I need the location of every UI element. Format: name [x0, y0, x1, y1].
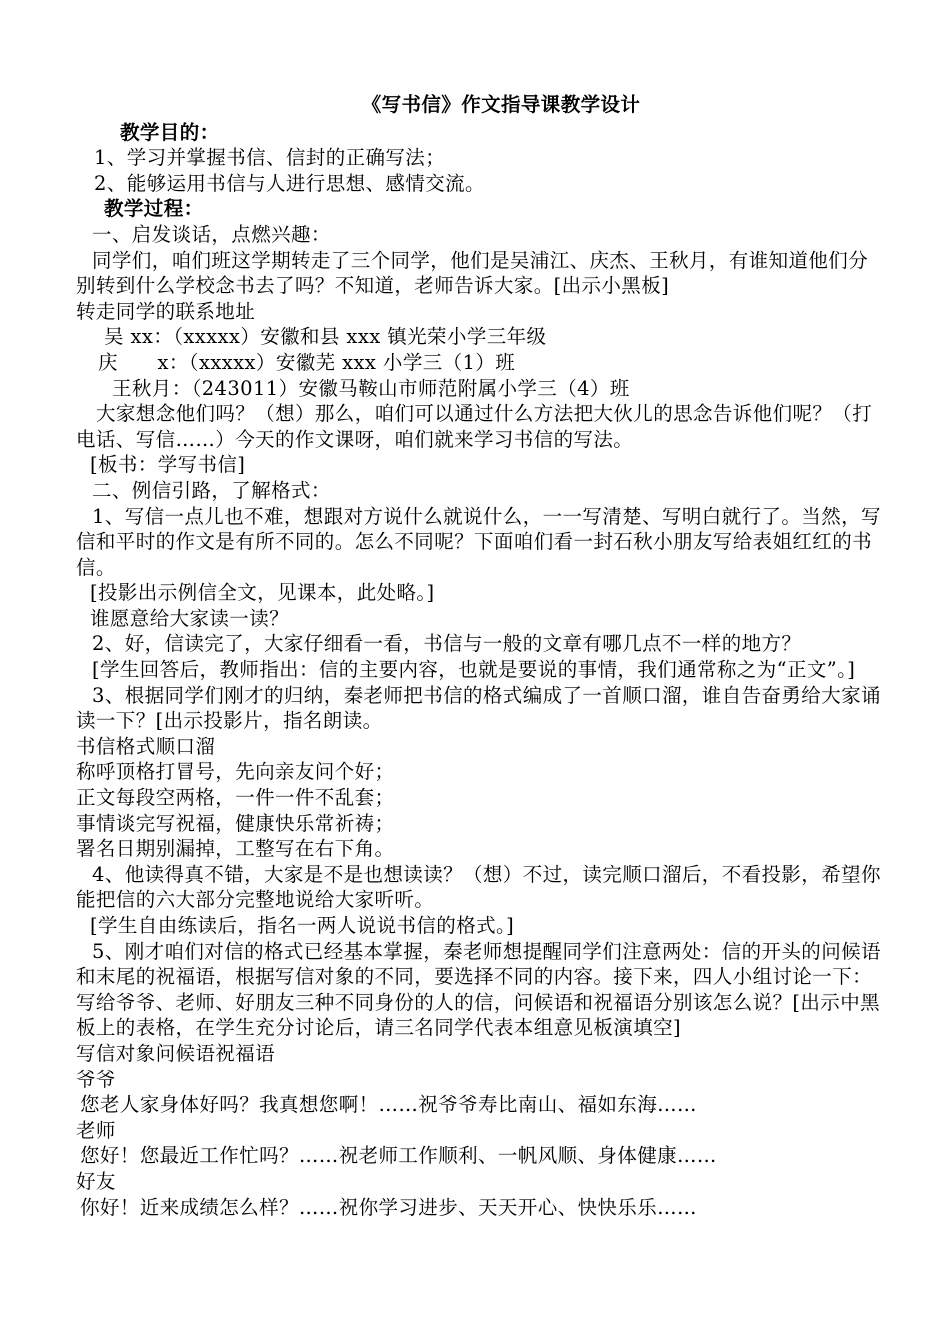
goals-heading: 教学目的： — [120, 120, 220, 144]
process-heading: 教学过程： — [104, 197, 204, 221]
table-row-3-target: 好友 — [76, 1169, 116, 1193]
step-2-paragraph-2: 2、好，信读完了，大家仔细看一看，书信与一般的文章有哪几点不一样的地方？ — [92, 632, 802, 656]
table-row-2-target: 老师 — [76, 1118, 116, 1142]
board-note: [板书：学写书信] — [90, 453, 246, 477]
address-line-1: 吴 xx：（xxxxx）安徽和县 xxx 镇光荣小学三年级 — [104, 325, 547, 349]
step-2-paragraph-1: 1、写信一点儿也不难，想跟对方说什么就说什么，一一写清楚、写明白就行了。当然，写信和平时的作文是有所不同的。怎么不同呢？下面咱们看一封石秋小朋友写给表姐红红的书信。 — [76, 504, 881, 579]
table-header: 写信对象问候语祝福语 — [76, 1041, 276, 1065]
step-1-paragraph-2: 大家想念他们吗？（想）那么，咱们可以通过什么方法把大伙儿的思念告诉他们呢？（打电话、写信……）今天的作文课呀，咱们就来学习书信的写法。 — [76, 402, 873, 451]
step-2-heading: 二、例信引路，了解格式： — [92, 478, 331, 502]
rhyme-line-2: 正文每段空两格，一件一件不乱套； — [76, 786, 395, 810]
step-2-question: 谁愿意给大家读一读？ — [90, 606, 290, 630]
step-1-paragraph: 同学们，咱们班这学期转走了三个同学，他们是吴浦江、庆杰、王秋月，有谁知道他们分别转到什么学校念书去了吗？不知道，老师告诉大家。[出示小黑板] — [76, 248, 869, 298]
step-2-paragraph-4: 4、他读得真不错，大家是不是也想读读？（想）不过，读完顺口溜后，不看投影，希望你能把信的六大部分完整地说给大家听听。 — [76, 862, 881, 912]
table-row-1-text: 您老人家身体好吗？我真想您啊！……祝爷爷寿比南山、福如东海…… — [80, 1093, 697, 1117]
step-2-paragraph-3: 3、根据同学们刚才的归纳，秦老师把书信的格式编成了一首顺口溜，谁自告奋勇给大家诵读一下？[出示投影片，指名朗读。 — [76, 683, 881, 733]
table-row-1-target: 爷爷 — [76, 1067, 116, 1091]
address-line-2: 庆 x：（xxxxx）安徽芜 xxx 小学三（1）班 — [98, 350, 516, 374]
document-page — [76, 92, 886, 1220]
step-1-heading: 一、启发谈话，点燃兴趣： — [92, 222, 331, 246]
goal-2: 2、能够运用书信与人进行思想、感情交流。 — [94, 171, 485, 195]
rhyme-line-3: 事情谈完写祝福，健康快乐常祈祷； — [76, 811, 395, 835]
rhyme-line-4: 署名日期别漏掉，工整写在右下角。 — [76, 837, 395, 861]
address-heading: 转走同学的联系地址 — [76, 299, 256, 323]
rhyme-line-1: 称呼顶格打冒号，先向亲友问个好； — [76, 760, 395, 784]
step-2-note-4: [学生自由练读后，指名一两人说说书信的格式。] — [90, 914, 515, 937]
step-2-note-1: [投影出示例信全文，见课本，此处略。] — [90, 581, 435, 605]
step-2-note-2: [学生回答后，教师指出：信的主要内容，也就是要说的事情，我们通常称之为“正文”。] — [92, 658, 856, 682]
document-title: 《写书信》作文指导课教学设计 — [361, 93, 641, 116]
table-row-3-text: 你好！近来成绩怎么样？……祝你学习进步、天天开心、快快乐乐…… — [80, 1195, 697, 1219]
rhyme-title: 书信格式顺口溜 — [76, 734, 216, 758]
step-2-paragraph-5: 5、刚才咱们对信的格式已经基本掌握，秦老师想提醒同学们注意两处：信的开头的问候语和末尾的祝福语，根据写信对象的不同，要选择不同的内容。接下来，四人小组讨论一下：写给爷爷、老师、好朋友三种不同身份的人的信，问候语和祝福语分别该怎么说？[出示中黑板上的表格，在学生充分讨论后，请三名同学代表本组意见板演填空] — [76, 939, 881, 1040]
address-line-3: 王秋月：（243011）安徽马鞍山市师范附属小学三（4）班 — [112, 376, 630, 400]
table-row-2-text: 您好！您最近工作忙吗？……祝老师工作顺利、一帆风顺、身体健康…… — [80, 1144, 717, 1168]
goal-1: 1、学习并掌握书信、信封的正确写法； — [94, 146, 446, 170]
